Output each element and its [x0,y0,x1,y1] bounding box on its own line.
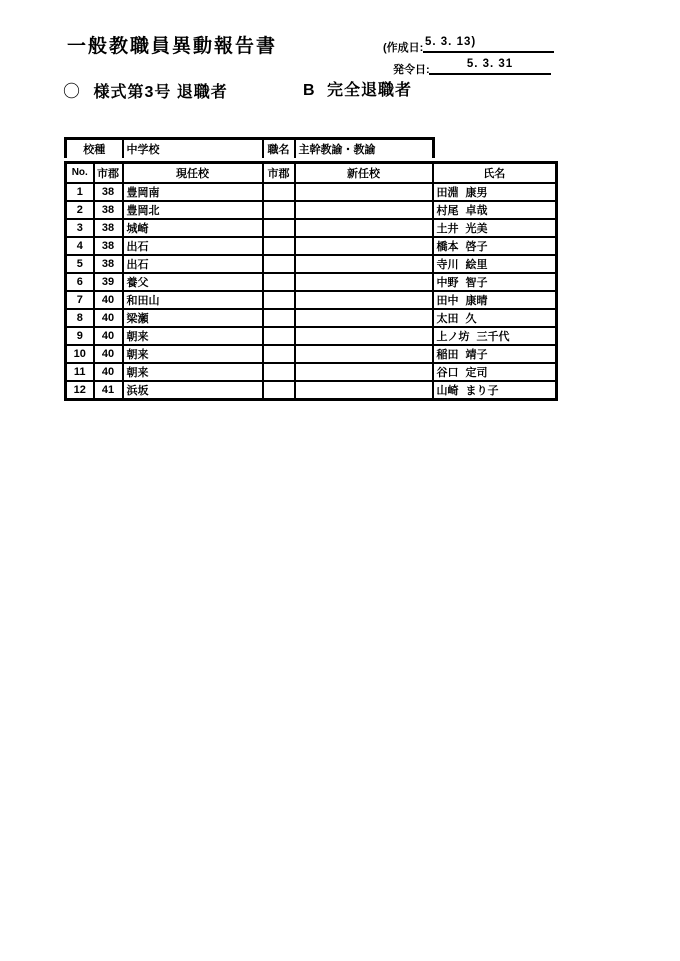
cell-name: 太田 久 [433,309,557,327]
cell-no: 8 [66,309,94,327]
form-type-label: 様式第3号 退職者 [93,84,228,101]
cell-district: 40 [94,327,123,345]
cell-no: 3 [66,219,94,237]
cell-no: 4 [66,237,94,255]
meta-header-row [66,139,434,158]
cell-name: 橋本 啓子 [433,237,557,255]
cell-district: 40 [94,309,123,327]
cell-no: 2 [66,201,94,219]
document-title: 一般教職員異動報告書 [67,36,278,57]
cell-name: 中野 智子 [433,273,557,291]
created-date-label: (作成日: [383,42,424,54]
cell-new-school [295,219,433,237]
cell-current-school: 出石 [123,237,263,255]
cell-name: 上ノ坊 三千代 [433,327,557,345]
category-label: 完全退職者 [327,82,413,99]
cell-current-school: 浜坂 [123,381,263,400]
issued-date-label: 発令日: [393,64,430,76]
category-line [303,77,412,100]
col-header-current-school: 現任校 [123,163,263,183]
cell-name: 山崎 まり子 [433,381,557,400]
cell-new-district [263,363,295,381]
issued-date-value: 5. 3. 31 [429,58,551,75]
cell-new-district [263,327,295,345]
table-row [66,363,557,381]
cell-new-district [263,345,295,363]
col-header-new-district: 市郡 [263,163,295,183]
cell-new-school [295,273,433,291]
cell-new-district [263,237,295,255]
cell-district: 39 [94,273,123,291]
cell-district: 40 [94,363,123,381]
cell-current-school: 朝来 [123,345,263,363]
staff-table [64,161,558,401]
cell-current-school: 朝来 [123,363,263,381]
cell-new-district [263,183,295,201]
cell-no: 1 [66,183,94,201]
cell-new-school [295,309,433,327]
cell-current-school: 養父 [123,273,263,291]
cell-current-school: 梁瀬 [123,309,263,327]
table-row [66,345,557,363]
cell-current-school: 豊岡南 [123,183,263,201]
table-row [66,309,557,327]
cell-current-school: 豊岡北 [123,201,263,219]
cell-new-school [295,381,433,400]
circle-mark-icon: 〇 [63,82,80,101]
cell-new-district [263,255,295,273]
cell-name: 稲田 靖子 [433,345,557,363]
col-header-district: 市郡 [94,163,123,183]
cell-district: 38 [94,183,123,201]
table-row [66,291,557,309]
cell-district: 40 [94,291,123,309]
job-title-value: 主幹教諭・教諭 [295,139,434,158]
cell-no: 6 [66,273,94,291]
cell-name: 田淵 康男 [433,183,557,201]
cell-current-school: 出石 [123,255,263,273]
cell-no: 11 [66,363,94,381]
cell-new-school [295,291,433,309]
school-type-value: 中学校 [123,139,263,158]
created-date-value: 5. 3. 13) [423,36,554,53]
table-row [66,381,557,400]
cell-current-school: 朝来 [123,327,263,345]
job-title-label: 職名 [263,139,295,158]
cell-no: 9 [66,327,94,345]
cell-name: 寺川 絵里 [433,255,557,273]
cell-current-school: 和田山 [123,291,263,309]
table-row [66,183,557,201]
cell-current-school: 城崎 [123,219,263,237]
cell-district: 38 [94,201,123,219]
cell-new-district [263,291,295,309]
cell-new-school [295,363,433,381]
cell-new-school [295,255,433,273]
cell-new-school [295,183,433,201]
cell-new-district [263,381,295,400]
table-body [66,183,557,400]
category-code: B [303,82,315,99]
cell-new-school [295,327,433,345]
form-type-line [63,77,228,102]
cell-name: 田中 康晴 [433,291,557,309]
table-row [66,237,557,255]
cell-name: 土井 光美 [433,219,557,237]
cell-district: 40 [94,345,123,363]
meta-header-table [64,137,435,158]
cell-no: 7 [66,291,94,309]
cell-new-district [263,201,295,219]
cell-district: 38 [94,255,123,273]
cell-new-school [295,201,433,219]
column-header-row [66,163,557,183]
cell-no: 5 [66,255,94,273]
table-row [66,273,557,291]
table-row [66,327,557,345]
col-header-name: 氏名 [433,163,557,183]
cell-no: 10 [66,345,94,363]
cell-new-school [295,345,433,363]
cell-no: 12 [66,381,94,400]
cell-name: 村尾 卓哉 [433,201,557,219]
cell-new-school [295,237,433,255]
cell-new-district [263,219,295,237]
cell-name: 谷口 定司 [433,363,557,381]
table-row [66,201,557,219]
cell-new-district [263,309,295,327]
col-header-new-school: 新任校 [295,163,433,183]
col-header-no: No. [66,163,94,183]
cell-district: 38 [94,237,123,255]
cell-new-district [263,273,295,291]
table-row [66,255,557,273]
cell-district: 41 [94,381,123,400]
school-type-label: 校種 [66,139,123,158]
table-row [66,219,557,237]
cell-district: 38 [94,219,123,237]
